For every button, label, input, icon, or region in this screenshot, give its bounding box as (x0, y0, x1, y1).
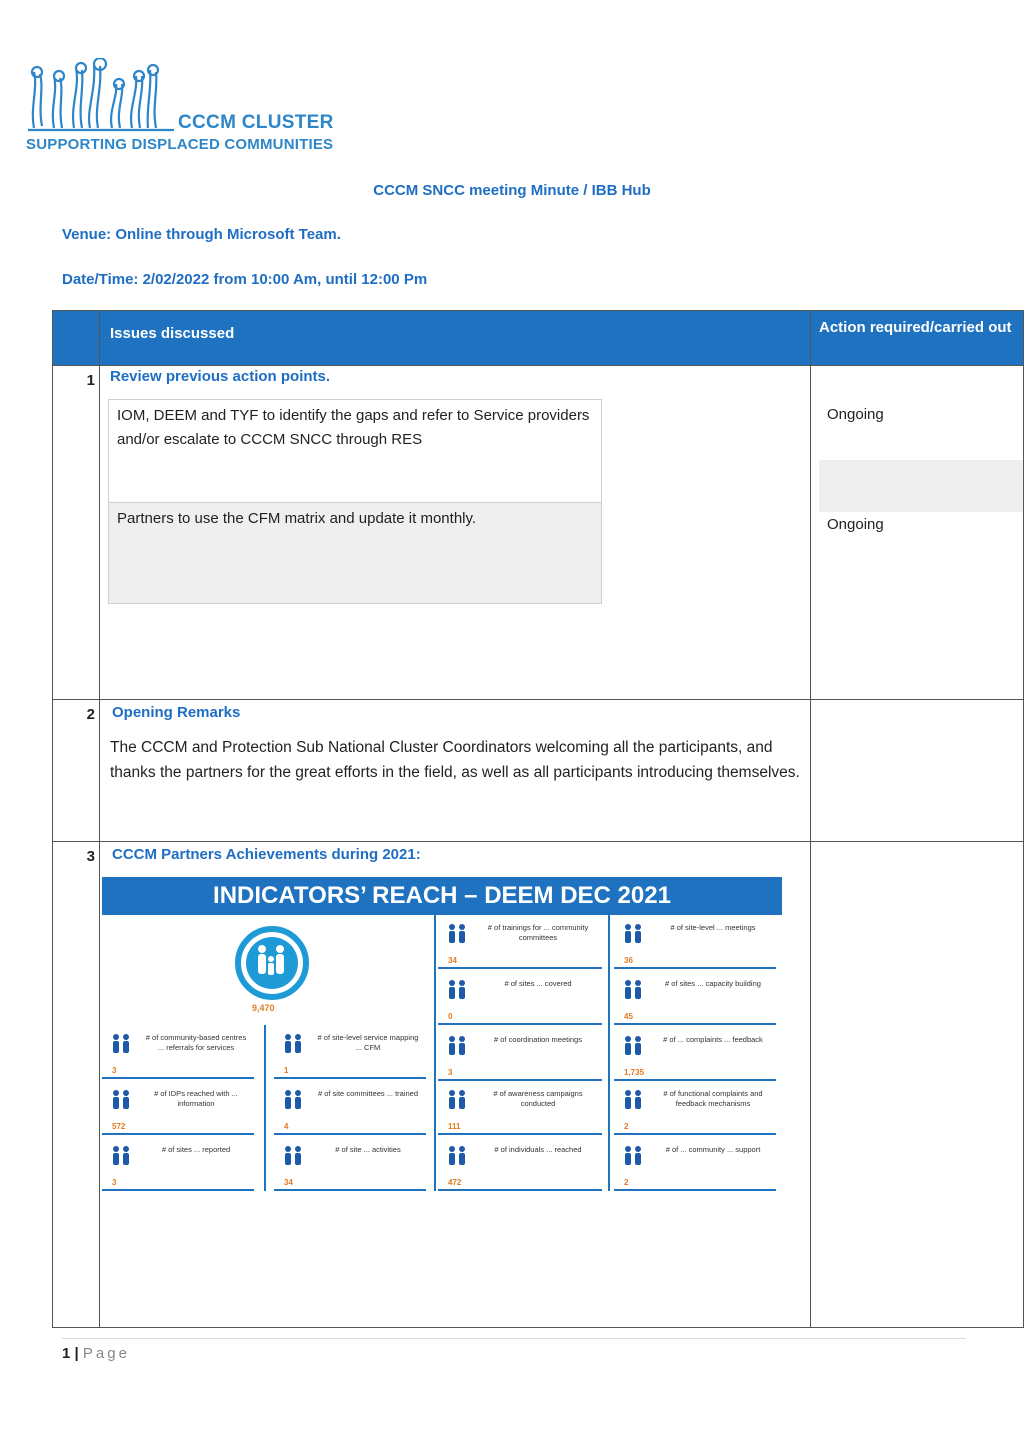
people-icon (444, 921, 472, 947)
indicator-tile (438, 915, 602, 969)
people-icon (444, 1087, 472, 1113)
action-point-item: Partners to use the CFM matrix and update it monthly. (109, 503, 601, 603)
header-issues: Issues discussed (100, 311, 811, 366)
indicator-tile (274, 1081, 426, 1135)
indicator-tile (614, 1027, 776, 1081)
indicator-text: # of sites ... covered (504, 979, 572, 988)
indicator-text: # of IDPs reached with ... information (154, 1089, 238, 1108)
indicator-value: 472 (448, 1178, 462, 1187)
indicator-value: 572 (112, 1122, 126, 1131)
indicator-tile (274, 1137, 426, 1191)
indicator-value: 1 (284, 1066, 289, 1075)
indicator-text: # of coordination meetings (494, 1035, 582, 1044)
action-points-list (108, 399, 602, 604)
minutes-table (52, 310, 1024, 1328)
table-header-row (53, 311, 1024, 366)
indicator-text: # of functional complaints and feedback mechanisms (663, 1089, 763, 1108)
indicator-value: 1,735 (624, 1068, 645, 1077)
indicator-text: # of ... community ... support (665, 1145, 761, 1154)
divider (608, 915, 610, 1191)
indicator-text: # of trainings for ... community committees (487, 923, 589, 942)
action-cell (811, 842, 1024, 1328)
headline-value: 9,470 (252, 1003, 275, 1013)
section-title: Review previous action points. (110, 368, 331, 385)
logo-subtitle: SUPPORTING DISPLACED COMMUNITIES (26, 136, 334, 153)
indicator-value: 0 (448, 1012, 453, 1021)
indicator-tile (614, 1081, 776, 1135)
page-label: Page (82, 1345, 130, 1362)
people-icon (108, 1031, 136, 1057)
indicator-value: 36 (624, 956, 633, 965)
infographic-banner: INDICATORS’ REACH – DEEM DEC 2021 (102, 877, 782, 915)
action-status: Ongoing (827, 516, 884, 533)
issue-cell (100, 700, 811, 842)
opening-remarks-text: The CCCM and Protection Sub National Cluster Coordinators welcoming all the participants, and thanks the partners for the great efforts in the field, as well as all participants introducing themselves. (110, 739, 800, 781)
people-icon (108, 1143, 136, 1169)
table-row (53, 842, 1024, 1328)
divider (434, 915, 436, 1191)
indicator-tile (438, 971, 602, 1025)
indicator-tile (102, 1025, 254, 1079)
indicator-value: 3 (448, 1068, 453, 1077)
indicator-text: # of sites ... capacity building (665, 979, 761, 988)
indicator-text: # of site-level ... meetings (670, 923, 756, 932)
indicator-text: # of ... complaints ... feedback (663, 1035, 763, 1044)
divider (264, 1025, 266, 1191)
family-icon (232, 923, 312, 1003)
people-icon (444, 1143, 472, 1169)
indicator-value: 2 (624, 1122, 629, 1131)
indicator-tile (614, 971, 776, 1025)
section-title: Opening Remarks (112, 704, 241, 721)
indicator-tile (438, 1027, 602, 1081)
table-row (53, 366, 1024, 700)
people-icon (444, 977, 472, 1003)
people-icon (620, 921, 648, 947)
issue-cell (100, 366, 811, 700)
indicator-tile (102, 1081, 254, 1135)
indicator-tile (438, 1081, 602, 1135)
indicator-tile (274, 1025, 426, 1079)
document-title: CCCM SNCC meeting Minute / IBB Hub (373, 182, 651, 199)
footer-separator: | (74, 1345, 79, 1362)
indicator-tile (102, 1137, 254, 1191)
page-number: 1 (62, 1345, 71, 1362)
action-status: Ongoing (827, 406, 884, 423)
infographic-body (102, 915, 782, 1199)
indicator-tile (614, 1137, 776, 1191)
indicator-value: 4 (284, 1122, 289, 1131)
people-icon (620, 977, 648, 1003)
logo-title: CCCM CLUSTER (178, 112, 334, 133)
people-icon (620, 1087, 648, 1113)
indicator-text: # of community-based centres ... referrals for services (145, 1033, 247, 1052)
header-num-cell (53, 311, 100, 366)
row-number: 1 (53, 366, 100, 700)
action-point-item: IOM, DEEM and TYF to identify the gaps and refer to Service providers and/or escalate to CCCM SNCC through RES (109, 400, 601, 503)
indicator-value: 111 (448, 1122, 461, 1131)
header-action: Action required/carried out (811, 311, 1024, 366)
page-footer (62, 1345, 130, 1362)
row-number: 3 (53, 842, 100, 1328)
action-shade (819, 460, 1023, 512)
action-cell (811, 366, 1024, 700)
indicators-infographic (102, 877, 782, 1199)
datetime-line: Date/Time: 2/02/2022 from 10:00 Am, until 12:00 Pm (62, 271, 428, 288)
action-cell (811, 700, 1024, 842)
indicator-value: 3 (112, 1066, 117, 1075)
people-icon (280, 1031, 308, 1057)
people-icon (444, 1033, 472, 1059)
footer-rule (62, 1338, 966, 1339)
indicator-text: # of site committees ... trained (317, 1089, 419, 1098)
indicator-value: 45 (624, 1012, 633, 1021)
section-title: CCCM Partners Achievements during 2021: (112, 846, 421, 863)
people-icon (620, 1033, 648, 1059)
indicator-text: # of individuals ... reached (494, 1145, 582, 1154)
people-icon (108, 1087, 136, 1113)
indicator-text: # of site ... activities (335, 1145, 401, 1154)
venue-line: Venue: Online through Microsoft Team. (62, 226, 341, 243)
row-number: 2 (53, 700, 100, 842)
indicator-text: # of awareness campaigns conducted (493, 1089, 583, 1108)
people-icon (280, 1087, 308, 1113)
indicator-text: # of sites ... reported (161, 1145, 231, 1154)
indicator-tile (438, 1137, 602, 1191)
indicator-tile (614, 915, 776, 969)
issue-cell (100, 842, 811, 1328)
indicator-value: 34 (448, 956, 457, 965)
indicator-text: # of site-level service mapping ... CFM (317, 1033, 419, 1052)
people-icon (280, 1143, 308, 1169)
indicator-value: 2 (624, 1178, 629, 1187)
people-icon (620, 1143, 648, 1169)
indicator-value: 3 (112, 1178, 117, 1187)
indicator-value: 34 (284, 1178, 293, 1187)
table-row (53, 700, 1024, 842)
